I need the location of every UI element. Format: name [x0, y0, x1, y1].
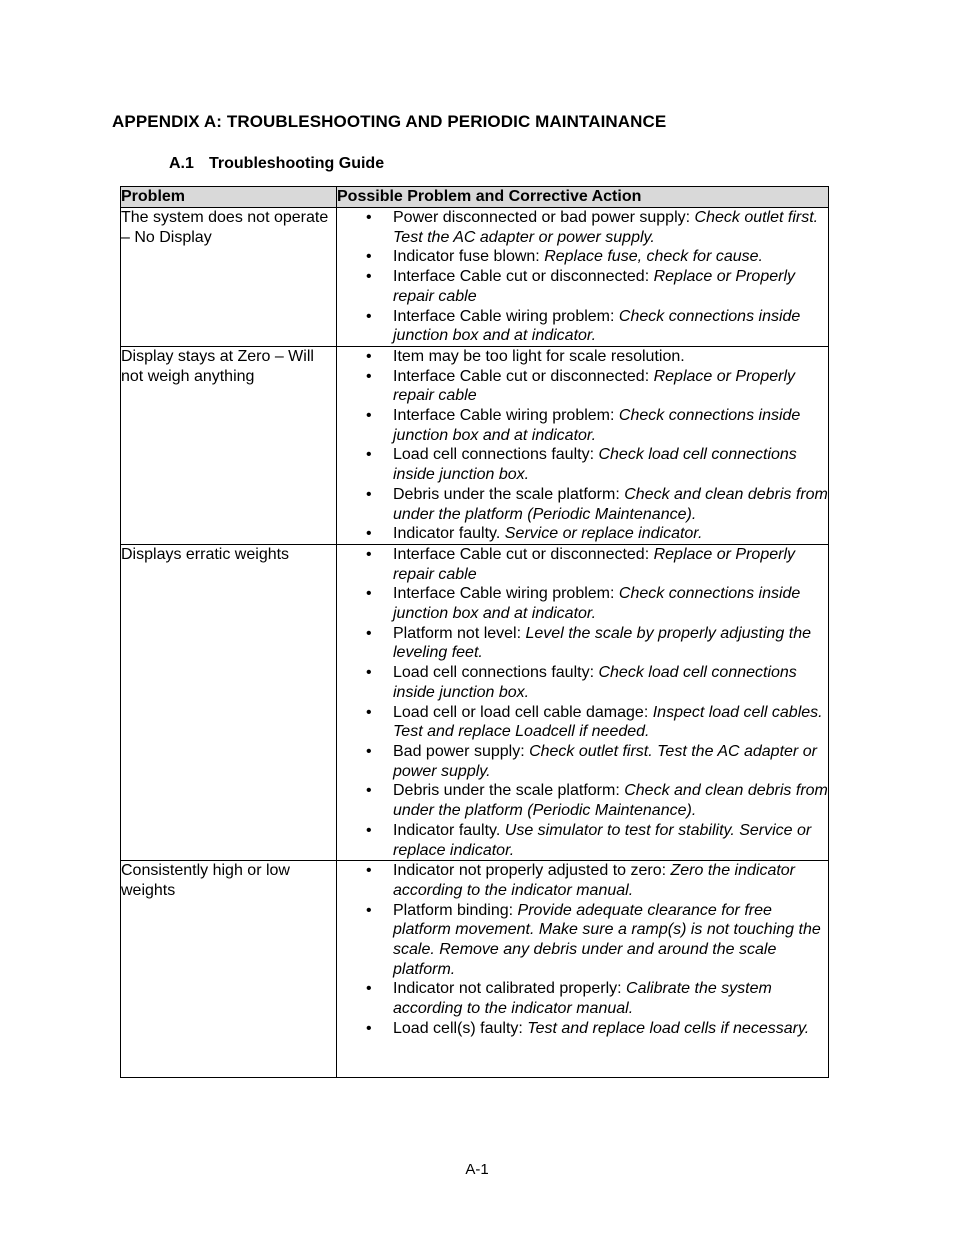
list-item	[337, 367, 828, 406]
corrective-action-text: Check load cell connections inside junction box.	[393, 664, 797, 701]
list-item	[337, 485, 828, 524]
cause-text: Interface Cable cut or disconnected:	[393, 367, 654, 385]
cause-text: Interface Cable cut or disconnected:	[393, 545, 654, 563]
corrective-action-text: Check connections inside junction box and at indicator.	[393, 307, 801, 345]
corrective-action-text: Test and replace load cells if necessary.	[527, 1019, 810, 1037]
column-header-action: Possible Problem and Corrective Action	[337, 187, 829, 208]
action-list	[337, 347, 828, 544]
column-header-problem: Problem	[121, 187, 337, 208]
list-item	[337, 781, 828, 820]
cause-text: Debris under the scale platform:	[393, 782, 625, 800]
cause-text: Indicator faulty.	[393, 525, 505, 543]
corrective-action-text: Replace fuse, check for cause.	[544, 248, 763, 266]
list-item	[337, 624, 828, 663]
corrective-action-text: Check connections inside junction box and at indicator.	[393, 585, 801, 623]
problem-cell: Display stays at Zero – Will not weigh anything	[121, 346, 337, 544]
action-cell	[337, 861, 829, 1078]
cause-text: Debris under the scale platform:	[393, 485, 625, 503]
corrective-action-text: Zero the indicator according to the indicator manual.	[393, 862, 796, 899]
troubleshooting-table	[120, 186, 829, 1078]
section-number: A.1	[169, 155, 194, 172]
problem-cell: Consistently high or low weights	[121, 861, 337, 1078]
list-item	[337, 406, 828, 445]
corrective-action-text: Inspect load cell cables. Test and replace Loadcell if needed.	[393, 703, 823, 741]
corrective-action-text: Check connections inside junction box and at indicator.	[393, 407, 801, 444]
cause-text: Interface Cable wiring problem:	[393, 585, 619, 603]
corrective-action-text: Replace or Properly repair cable	[393, 545, 795, 583]
corrective-action-text: Check outlet first. Test the AC adapter or power supply.	[393, 742, 817, 780]
list-item	[337, 584, 828, 623]
page-number: A-1	[465, 1161, 489, 1178]
list-item	[337, 979, 828, 1018]
list-item	[337, 861, 828, 900]
corrective-action-text: Check and clean debris from under the platform (Periodic Maintenance).	[393, 485, 828, 523]
cause-text: Indicator fuse blown:	[393, 248, 545, 266]
list-item	[337, 663, 828, 702]
list-item	[337, 247, 828, 267]
cause-text: Bad power supply:	[393, 742, 530, 760]
section-heading	[169, 155, 384, 173]
corrective-action-text: Service or replace indicator.	[504, 525, 703, 543]
table-row	[121, 208, 829, 347]
cause-text: Load cell or load cell cable damage:	[393, 703, 653, 721]
cause-text: Platform not level:	[393, 624, 526, 642]
corrective-action-text: Use simulator to test for stability. Service or replace indicator.	[393, 821, 812, 859]
cause-text: Item may be too light for scale resolution.	[393, 347, 685, 365]
cause-text: Interface Cable wiring problem:	[393, 307, 619, 325]
cause-text: Interface Cable wiring problem:	[393, 407, 619, 425]
cause-text: Load cell(s) faulty:	[393, 1019, 528, 1037]
cause-text: Platform binding:	[393, 901, 518, 919]
appendix-title: APPENDIX A: TROUBLESHOOTING AND PERIODIC MAINTAINANCE	[112, 112, 667, 131]
list-item	[337, 545, 828, 584]
section-title: Troubleshooting Guide	[209, 155, 385, 172]
problem-cell: Displays erratic weights	[121, 544, 337, 860]
action-cell	[337, 346, 829, 544]
cause-text: Power disconnected or bad power supply:	[393, 209, 695, 226]
action-list	[337, 861, 828, 1038]
action-list	[337, 545, 828, 860]
action-cell	[337, 544, 829, 860]
corrective-action-text: Check outlet first. Test the AC adapter or power supply.	[393, 209, 819, 246]
list-item	[337, 703, 828, 742]
corrective-action-text: Level the scale by properly adjusting the leveling feet.	[393, 624, 812, 662]
cause-text: Indicator not calibrated properly:	[393, 980, 627, 998]
corrective-action-text: Replace or Properly repair cable	[393, 367, 795, 405]
list-item	[337, 347, 828, 367]
list-item	[337, 208, 828, 247]
corrective-action-text: Check and clean debris from under the platform (Periodic Maintenance).	[393, 782, 828, 820]
table-header-row	[121, 187, 829, 208]
table-row	[121, 346, 829, 544]
action-cell	[337, 208, 829, 347]
list-item	[337, 267, 828, 306]
table-row	[121, 544, 829, 860]
cause-text: Indicator faulty.	[393, 821, 505, 839]
list-item	[337, 445, 828, 484]
list-item	[337, 307, 828, 346]
action-list	[337, 208, 828, 346]
list-item	[337, 1019, 828, 1039]
list-item	[337, 524, 828, 544]
cause-text: Load cell connections faulty:	[393, 664, 599, 682]
corrective-action-text: Provide adequate clearance for free platform movement. Make sure a ramp(s) is not touching the scale. Remove any debris under and around the scale platform.	[393, 901, 821, 978]
list-item	[337, 742, 828, 781]
table-row	[121, 861, 829, 1078]
list-item	[337, 821, 828, 860]
corrective-action-text: Replace or Properly repair cable	[393, 268, 795, 305]
cause-text: Load cell connections faulty:	[393, 446, 599, 464]
problem-cell: The system does not operate – No Display	[121, 208, 337, 347]
cause-text: Interface Cable cut or disconnected:	[393, 268, 654, 286]
list-item	[337, 901, 828, 980]
cause-text: Indicator not properly adjusted to zero:	[393, 862, 671, 880]
corrective-action-text: Calibrate the system according to the indicator manual.	[393, 980, 772, 1018]
corrective-action-text: Check load cell connections inside junction box.	[393, 446, 797, 484]
